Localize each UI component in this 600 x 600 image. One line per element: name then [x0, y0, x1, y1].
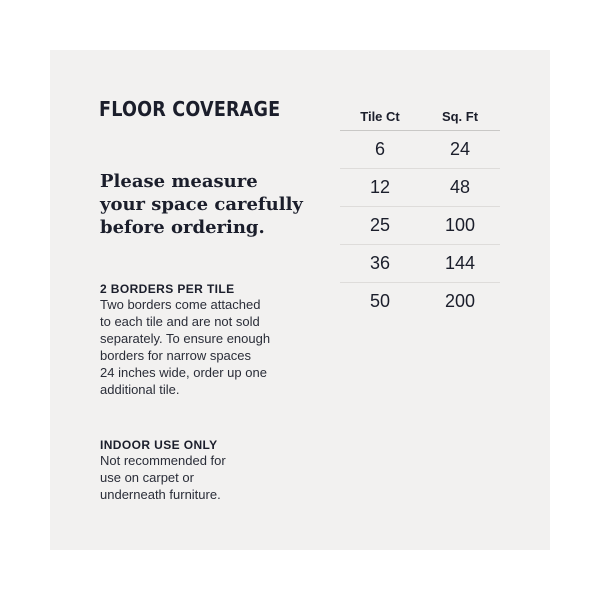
table-row — [340, 207, 500, 245]
table-row — [340, 131, 500, 169]
header-tile-count: Tile Ct — [360, 108, 400, 124]
square-feet-cell: 144 — [444, 253, 476, 273]
table-row — [340, 245, 500, 283]
header-square-feet: Sq. Ft — [441, 108, 479, 124]
tile-count-cell: 25 — [369, 215, 391, 235]
borders-description — [100, 296, 300, 398]
description-line: use on carpet or — [100, 470, 194, 485]
description-line: underneath furniture. — [100, 487, 221, 502]
indoor-heading: INDOOR USE ONLY — [100, 438, 218, 452]
indoor-description — [100, 452, 300, 503]
square-feet-cell: 200 — [444, 291, 476, 311]
headline-line: before ordering. — [100, 217, 265, 238]
description-line: additional tile. — [100, 382, 180, 397]
borders-heading: 2 BORDERS PER TILE — [100, 282, 235, 296]
tile-count-cell: 6 — [374, 139, 385, 159]
description-line: Not recommended for — [100, 453, 226, 468]
description-line: Two borders come attached — [100, 297, 261, 312]
table-row — [340, 283, 500, 320]
info-card — [50, 50, 550, 550]
headline-line: your space carefully — [100, 194, 303, 215]
tile-count-cell: 36 — [369, 253, 391, 273]
description-line: to each tile and are not sold — [100, 314, 260, 329]
headline-line: Please measure — [100, 171, 258, 192]
headline — [100, 170, 330, 239]
square-feet-cell: 48 — [449, 177, 471, 197]
description-line: 24 inches wide, order up one — [100, 365, 267, 380]
table-header — [340, 102, 500, 131]
coverage-table — [340, 102, 500, 320]
page-title: FLOOR COVERAGE — [99, 97, 281, 121]
description-line: separately. To ensure enough — [100, 331, 271, 346]
tile-count-cell: 12 — [369, 177, 391, 197]
tile-count-cell: 50 — [369, 291, 391, 311]
square-feet-cell: 100 — [444, 215, 476, 235]
table-row — [340, 169, 500, 207]
square-feet-cell: 24 — [449, 139, 471, 159]
description-line: borders for narrow spaces — [100, 348, 252, 363]
